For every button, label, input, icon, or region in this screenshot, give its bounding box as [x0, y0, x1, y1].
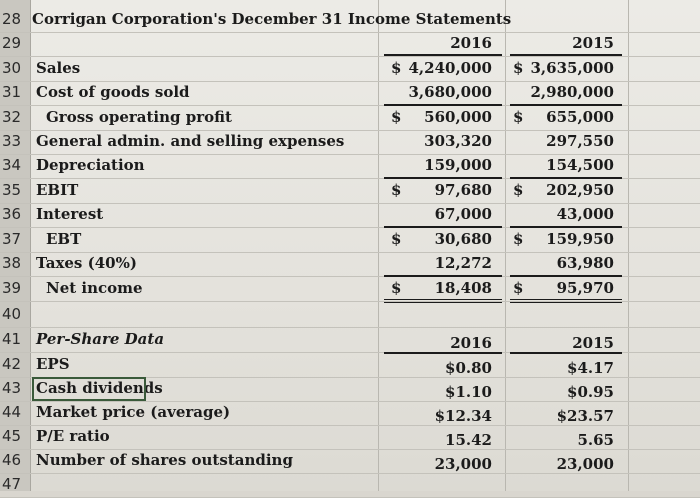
table-row[interactable]	[0, 328, 700, 353]
table-row[interactable]	[0, 81, 700, 106]
year-header-2016: 2016	[450, 34, 492, 52]
row-label: Taxes (40%)	[36, 254, 137, 272]
row-number[interactable]: 37	[2, 230, 22, 248]
value-2015[interactable]: 5.65	[577, 431, 614, 449]
currency-sign: $	[391, 59, 402, 77]
row-number[interactable]: 47	[2, 475, 22, 493]
row-label: EBT	[46, 230, 82, 248]
table-row[interactable]	[0, 106, 700, 131]
table-row[interactable]	[0, 449, 700, 474]
row-number[interactable]: 36	[2, 205, 22, 223]
value-2016[interactable]: 97,680	[434, 181, 492, 199]
value-2016[interactable]: 3,680,000	[408, 83, 492, 101]
table-row[interactable]	[0, 179, 700, 204]
currency-sign: $	[391, 181, 402, 199]
value-2016[interactable]: $12.34	[434, 407, 492, 425]
section-heading: Per-Share Data	[36, 330, 165, 348]
currency-sign: $	[513, 230, 524, 248]
page-title: Corrigan Corporation's December 31 Income Statements	[32, 10, 512, 28]
row-number[interactable]: 42	[2, 355, 22, 373]
row-number[interactable]: 32	[2, 108, 22, 126]
row-label: Net income	[46, 279, 143, 297]
value-2015[interactable]: 63,980	[556, 254, 614, 272]
row-number[interactable]: 35	[2, 181, 22, 199]
row-number[interactable]: 40	[2, 305, 22, 323]
row-label: Depreciation	[36, 156, 145, 174]
currency-sign: $	[391, 230, 402, 248]
value-2016[interactable]: 23,000	[434, 455, 492, 473]
currency-sign: $	[513, 279, 524, 297]
value-2015[interactable]: 655,000	[546, 108, 614, 126]
table-row[interactable]	[0, 8, 700, 33]
row-number[interactable]: 33	[2, 132, 22, 150]
table-row[interactable]	[0, 154, 700, 179]
row-number[interactable]: 29	[2, 34, 22, 52]
table-row[interactable]	[0, 228, 700, 253]
row-number[interactable]: 31	[2, 83, 22, 101]
table-row[interactable]	[0, 303, 700, 328]
table-row[interactable]	[0, 252, 700, 277]
value-2016[interactable]: 303,320	[424, 132, 492, 150]
underline	[384, 54, 502, 56]
value-2016[interactable]: $0.80	[445, 359, 492, 377]
value-2015[interactable]: $0.95	[567, 383, 614, 401]
row-label: P/E ratio	[36, 427, 110, 445]
value-2015[interactable]: 2,980,000	[530, 83, 614, 101]
row-label: General admin. and selling expenses	[36, 132, 345, 150]
value-2015[interactable]: $4.17	[567, 359, 614, 377]
underline	[510, 54, 622, 56]
value-2016[interactable]: $1.10	[445, 383, 492, 401]
row-number[interactable]: 34	[2, 156, 22, 174]
row-label: Number of shares outstanding	[36, 451, 293, 469]
table-row[interactable]	[0, 401, 700, 426]
table-row[interactable]	[0, 425, 700, 450]
row-label: Cost of goods sold	[36, 83, 190, 101]
row-number[interactable]: 44	[2, 403, 22, 421]
value-2015[interactable]: 297,550	[546, 132, 614, 150]
currency-sign: $	[391, 108, 402, 126]
value-2015[interactable]: 3,635,000	[530, 59, 614, 77]
value-2016[interactable]: 15.42	[445, 431, 492, 449]
double-underline	[510, 299, 622, 300]
selected-cell[interactable]	[32, 377, 146, 401]
value-2015[interactable]: 23,000	[556, 455, 614, 473]
value-2015[interactable]: 202,950	[546, 181, 614, 199]
row-label: EBIT	[36, 181, 79, 199]
currency-sign: $	[391, 279, 402, 297]
value-2015[interactable]: $23.57	[556, 407, 614, 425]
value-2015[interactable]: 43,000	[556, 205, 614, 223]
value-2015[interactable]: 95,970	[556, 279, 614, 297]
year-header-2016: 2016	[450, 334, 492, 352]
value-2016[interactable]: 560,000	[424, 108, 492, 126]
row-number[interactable]: 45	[2, 427, 22, 445]
currency-sign: $	[513, 59, 524, 77]
table-row[interactable]	[0, 203, 700, 228]
value-2016[interactable]: 18,408	[434, 279, 492, 297]
value-2016[interactable]: 12,272	[434, 254, 492, 272]
row-label: Cash dividends	[36, 379, 163, 397]
row-number[interactable]: 43	[2, 379, 22, 397]
row-label: Gross operating profit	[46, 108, 232, 126]
row-number[interactable]: 28	[2, 10, 22, 28]
value-2016[interactable]: 4,240,000	[408, 59, 492, 77]
value-2016[interactable]: 159,000	[424, 156, 492, 174]
row-label: Sales	[36, 59, 81, 77]
row-number[interactable]: 46	[2, 451, 22, 469]
table-row[interactable]	[0, 130, 700, 155]
row-number[interactable]: 41	[2, 330, 22, 348]
table-row[interactable]	[0, 57, 700, 82]
currency-sign: $	[513, 108, 524, 126]
row-label: Interest	[36, 205, 104, 223]
value-2016[interactable]: 30,680	[434, 230, 492, 248]
row-number[interactable]: 30	[2, 59, 22, 77]
table-row[interactable]	[0, 473, 700, 498]
year-header-2015: 2015	[572, 34, 614, 52]
row-number[interactable]: 38	[2, 254, 22, 272]
value-2016[interactable]: 67,000	[434, 205, 492, 223]
value-2015[interactable]: 154,500	[546, 156, 614, 174]
row-label: Market price (average)	[36, 403, 231, 421]
row-number[interactable]: 39	[2, 279, 22, 297]
double-underline	[384, 299, 502, 300]
row-label: EPS	[36, 355, 70, 373]
year-header-2015: 2015	[572, 334, 614, 352]
table-row[interactable]	[0, 353, 700, 378]
currency-sign: $	[513, 181, 524, 199]
value-2015[interactable]: 159,950	[546, 230, 614, 248]
